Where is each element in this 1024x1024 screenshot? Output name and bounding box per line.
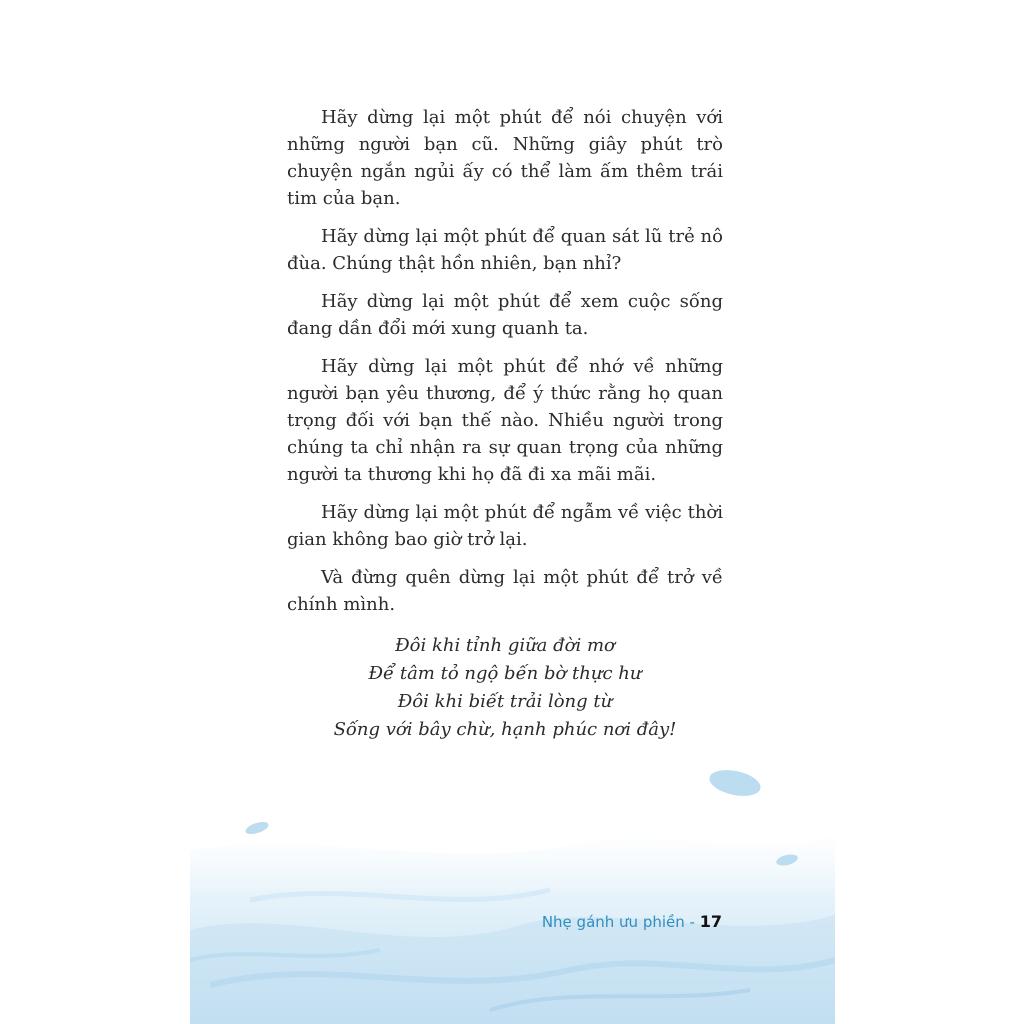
book-title: Nhẹ gánh ưu phiền - [541,913,695,931]
paragraph: Và đừng quên dừng lại một phút để trở về chính mình. [287,567,723,615]
poem-line: Sống với bây chừ, hạnh phúc nơi đây! [333,719,677,740]
page-footer [542,912,722,931]
body-text [287,104,723,744]
paragraph: Hãy dừng lại một phút để xem cuộc sống đang dần đổi mới xung quanh ta. [287,291,723,339]
page-number: 17 [699,912,722,931]
water-drop [244,820,270,837]
water-drop [707,766,763,800]
poem-line: Đôi khi biết trải lòng từ [397,691,613,712]
paragraph: Hãy dừng lại một phút để ngẫm về việc thời gian không bao giờ trở lại. [287,502,723,550]
paragraph: Hãy dừng lại một phút để quan sát lũ trẻ nô đùa. Chúng thật hồn nhiên, bạn nhỉ? [287,226,723,274]
poem-line: Để tâm tỏ ngộ bến bờ thực hư [368,663,642,684]
book-page [190,0,835,1024]
paragraph: Hãy dừng lại một phút để nhớ về những người bạn yêu thương, để ý thức rằng họ quan trọng đối với bạn thế nào. Nhiều người trong chúng ta chỉ nhận ra sự quan trọng của những người ta thương khi họ đã đi xa mãi mãi. [287,356,723,485]
poem-line: Đôi khi tỉnh giữa đời mơ [395,635,615,656]
paragraph: Hãy dừng lại một phút để nói chuyện với những người bạn cũ. Những giây phút trò chuyện ngắn ngủi ấy có thể làm ấm thêm trái tim của bạn. [287,107,723,209]
poem [287,632,723,744]
